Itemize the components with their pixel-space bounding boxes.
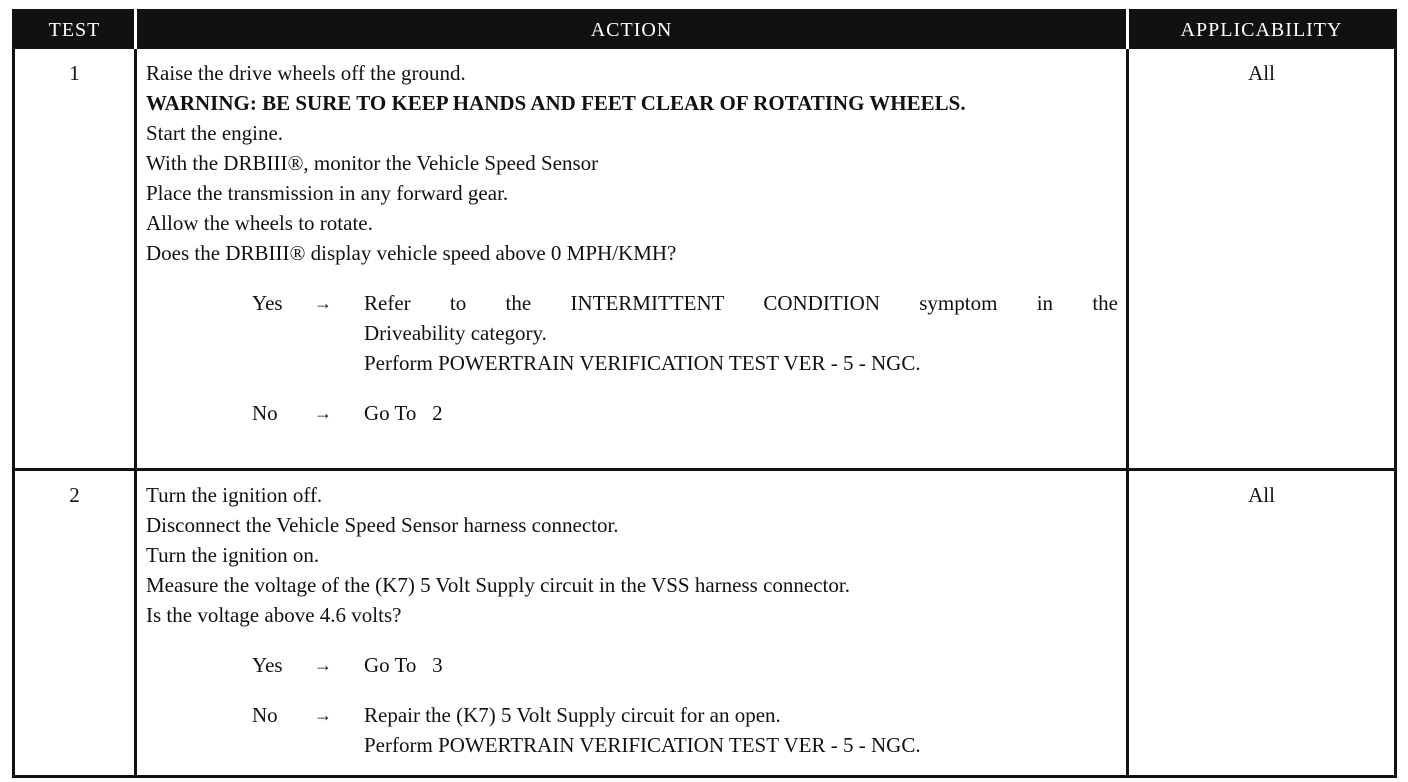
action-step: Allow the wheels to rotate. [146, 210, 373, 235]
outcome-line: Repair the (K7) 5 Volt Supply circuit for an open. [364, 703, 781, 727]
header-applicability: APPLICABILITY [1128, 11, 1396, 49]
goto-link: Go To 3 [364, 653, 443, 677]
answer-label: Yes [252, 653, 283, 677]
applicability-value: All [1128, 49, 1396, 470]
action-question: Does the DRBIII® display vehicle speed above 0 MPH/KMH? [146, 240, 677, 265]
action-step: Turn the ignition off. [146, 483, 323, 507]
answer-label: No [252, 703, 278, 727]
outcome-line: Driveability category. [364, 320, 547, 345]
arrow-icon: → [314, 292, 332, 313]
outcome-text [364, 700, 1118, 760]
outcome-text [364, 398, 1118, 428]
arrow-icon: → [314, 705, 332, 725]
outcome-text [364, 288, 1118, 378]
result-no [252, 398, 1118, 428]
answer-label: No [252, 400, 278, 425]
action-step: Measure the voltage of the (K7) 5 Volt Supply circuit in the VSS harness connector. [146, 573, 850, 597]
arrow-icon: → [314, 655, 332, 675]
warning-text: WARNING: BE SURE TO KEEP HANDS AND FEET CLEAR OF ROTATING WHEELS. [146, 90, 966, 115]
table-row [14, 49, 1396, 470]
outcome-text [364, 650, 1118, 680]
diagnostic-procedure-table [12, 9, 1397, 778]
header-test: TEST [14, 11, 136, 49]
table-header-row [14, 11, 1396, 49]
outcome-line: Perform POWERTRAIN VERIFICATION TEST VER - 5 - NGC. [364, 733, 921, 757]
result-yes [252, 650, 1118, 680]
test-number: 2 [14, 470, 136, 777]
goto-link: Go To 2 [364, 400, 443, 425]
outcome-line: Perform POWERTRAIN VERIFICATION TEST VER - 5 - NGC. [364, 350, 921, 375]
action-cell [136, 49, 1128, 470]
action-step: Turn the ignition on. [146, 543, 320, 567]
action-step: Disconnect the Vehicle Speed Sensor harness connector. [146, 513, 619, 537]
action-question: Is the voltage above 4.6 volts? [146, 603, 402, 627]
action-step: Raise the drive wheels off the ground. [146, 60, 466, 85]
header-action: ACTION [136, 11, 1128, 49]
table-row [14, 470, 1396, 777]
test-number: 1 [14, 49, 136, 470]
results-list [252, 288, 1118, 428]
outcome-line: Refer to the INTERMITTENT CONDITION symptom in the [364, 290, 1118, 315]
action-step: With the DRBIII®, monitor the Vehicle Speed Sensor [146, 150, 599, 175]
arrow-icon: → [314, 402, 332, 423]
results-list [252, 650, 1118, 760]
result-no [252, 700, 1118, 760]
action-step: Place the transmission in any forward gear. [146, 180, 509, 205]
action-cell [136, 470, 1128, 777]
result-yes [252, 288, 1118, 378]
action-step: Start the engine. [146, 120, 284, 145]
applicability-value: All [1248, 483, 1275, 507]
answer-label: Yes [252, 290, 283, 315]
